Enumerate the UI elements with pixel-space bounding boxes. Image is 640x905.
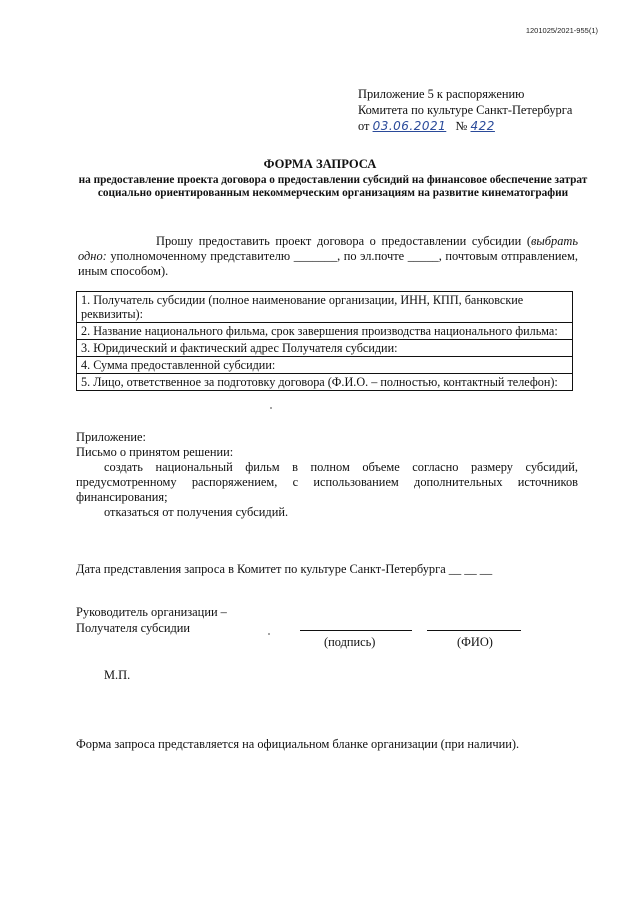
handwritten-date: 03.06.2021 <box>372 119 447 133</box>
field-recipient: 1. Получатель субсидии (полное наименование организации, ИНН, КПП, банковские реквизиты): <box>77 292 573 323</box>
signatory-line2: Получателя субсидии <box>76 621 191 635</box>
table-row <box>77 323 573 340</box>
table-row <box>77 374 573 391</box>
fields-table <box>76 291 573 391</box>
request-text-end: уполномоченному представителю _______, по эл.почте _____, почтовым отправлением, иным способом). <box>78 249 578 278</box>
request-text-italic: выбрать одно: <box>78 234 578 263</box>
appendix-line1: Приложение 5 к распоряжению <box>358 87 525 101</box>
option-refuse-text: отказаться от получения субсидий. <box>104 505 289 519</box>
handwritten-number: 422 <box>470 119 495 133</box>
appendix-number-label: № <box>455 119 468 133</box>
request-paragraph <box>78 234 578 279</box>
appendix-from-label: от <box>358 119 370 133</box>
signature-line <box>300 622 412 631</box>
footer-note: Форма запроса представляется на официальном бланке организации (при наличии). <box>76 737 520 751</box>
field-film-name: 2. Название национального фильма, срок завершения производства национального фильма: <box>77 323 573 340</box>
signature-caption: (подпись) <box>324 635 376 649</box>
signatory-line1: Руководитель организации – <box>76 605 227 619</box>
field-subsidy-amount: 4. Сумма предоставленной субсидии: <box>77 357 573 374</box>
name-caption: (ФИО) <box>457 635 493 649</box>
appendix-line2: Комитета по культуре Санкт-Петербурга <box>358 103 573 117</box>
appendix-date-line <box>358 118 572 134</box>
signatory-block <box>76 604 227 636</box>
field-address: 3. Юридический и фактический адрес Получателя субсидии: <box>77 340 573 357</box>
form-title: ФОРМА ЗАПРОСА <box>263 157 377 171</box>
name-line <box>427 622 521 631</box>
table-row <box>77 340 573 357</box>
letter-label: Письмо о принятом решении: <box>76 445 234 459</box>
appendix-block <box>358 86 572 134</box>
table-row <box>77 357 573 374</box>
option-create-film <box>76 460 578 505</box>
option-create-film-text: создать национальный фильм в полном объеме согласно размеру субсидий, предусмотренному распоряжением, с использованием дополнительных источников финансирования; <box>76 460 578 504</box>
field-responsible-person: 5. Лицо, ответственное за подготовку договора (Ф.И.О. – полностью, контактный телефон): <box>77 374 573 391</box>
scan-speck <box>268 633 270 635</box>
form-subtitle: на предоставление проекта договора о предоставлении субсидий на финансовое обеспечение затрат социально ориентированным некоммерческим организациям на развитие кинематографии <box>78 174 588 199</box>
submission-date-line: Дата представления запроса в Комитет по культуре Санкт-Петербурга __ __ __ <box>76 562 493 576</box>
stamp-placeholder: М.П. <box>104 668 131 682</box>
attachment-label-block <box>76 430 233 460</box>
table-row <box>77 292 573 323</box>
attachment-label: Приложение: <box>76 430 146 444</box>
option-refuse <box>76 505 578 520</box>
request-text-start: Прошу предоставить проект договора о предоставлении субсидии ( <box>156 234 532 248</box>
scan-speck <box>270 407 272 409</box>
document-number: 1201025/2021-955(1) <box>525 26 598 35</box>
